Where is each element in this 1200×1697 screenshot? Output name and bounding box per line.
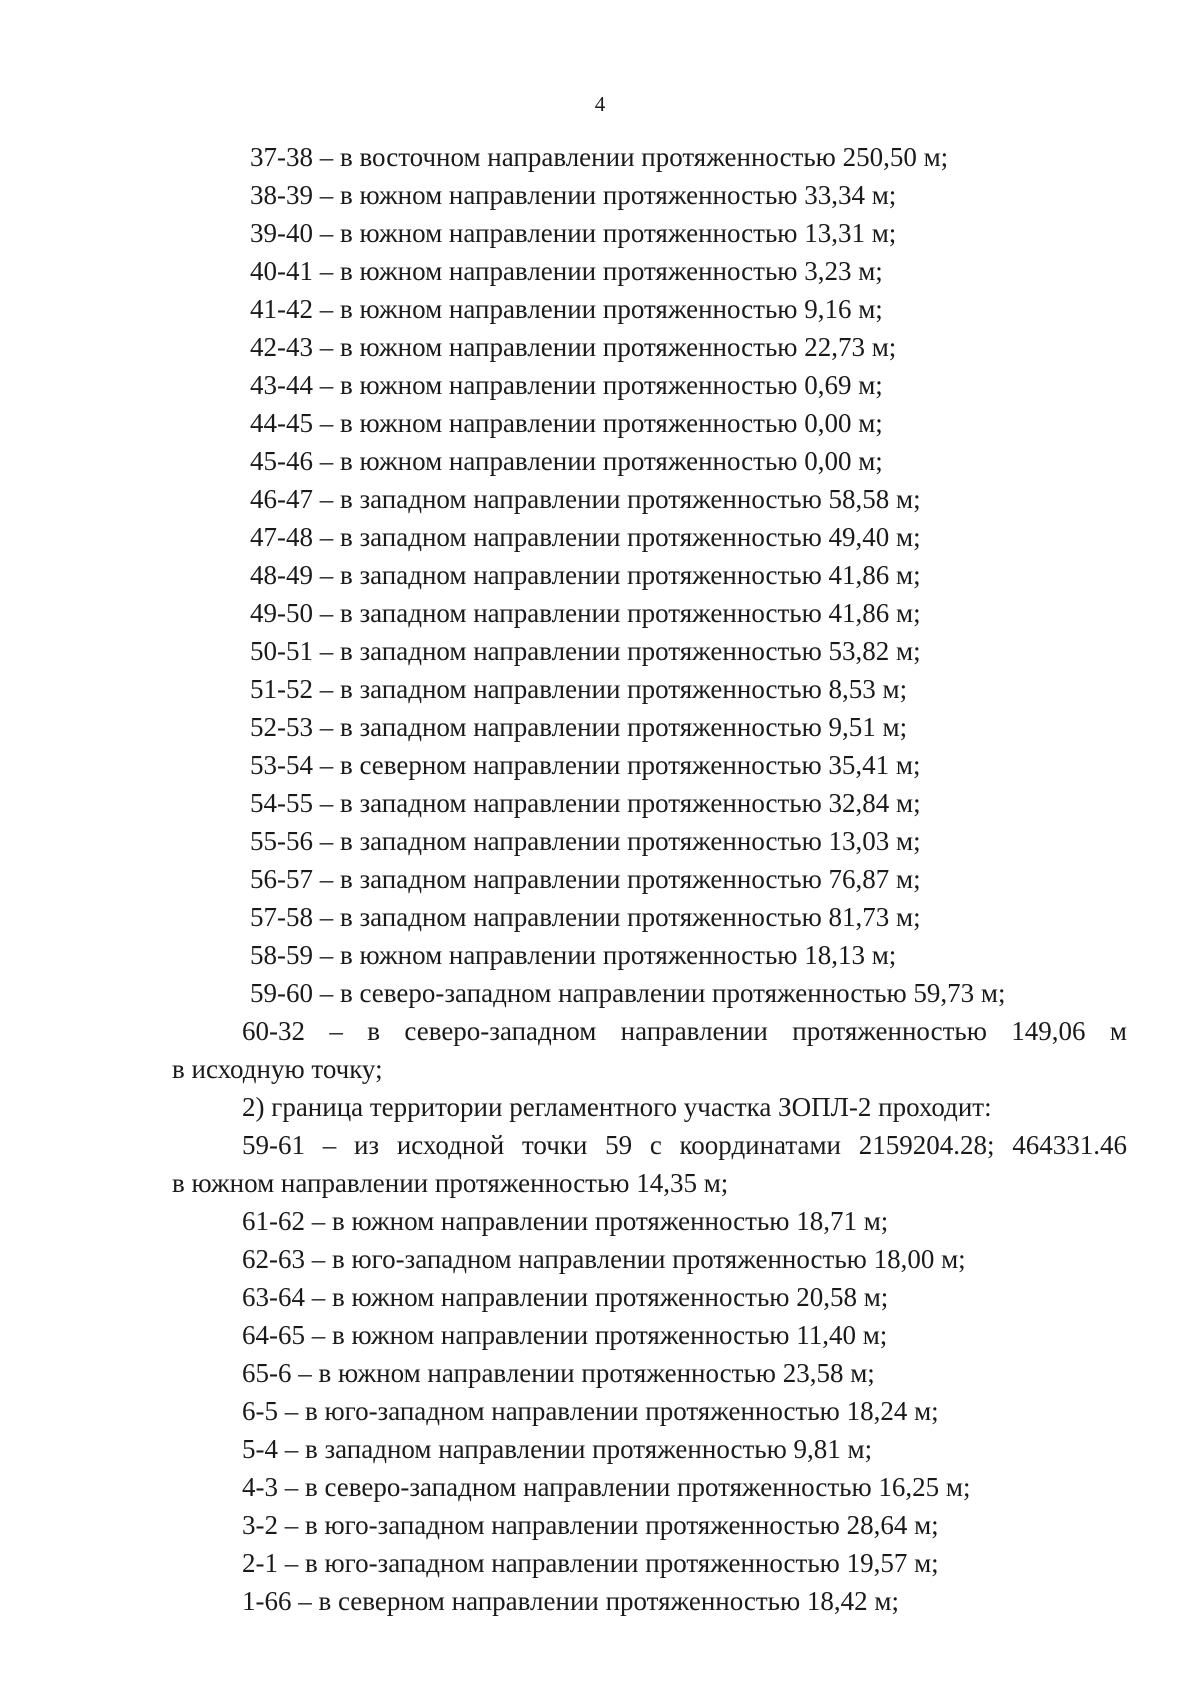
boundary-segment: 46-47 – в западном направлении протяженностью 58,58 м; bbox=[250, 484, 921, 514]
document-body bbox=[172, 138, 1127, 1620]
boundary-segment: 39-40 – в южном направлении протяженностью 13,31 м; bbox=[250, 218, 897, 248]
boundary-segment: 58-59 – в южном направлении протяженностью 18,13 м; bbox=[250, 940, 897, 970]
boundary-segment: 55-56 – в западном направлении протяженностью 13,03 м; bbox=[250, 826, 921, 856]
boundary-segment: 42-43 – в южном направлении протяженностью 22,73 м; bbox=[250, 332, 897, 362]
boundary-segments-list-2 bbox=[172, 1202, 1127, 1620]
boundary-segment: 4-3 – в северо-западном направлении протяженностью 16,25 м; bbox=[242, 1472, 971, 1502]
boundary-segment: 65-6 – в южном направлении протяженностью 23,58 м; bbox=[242, 1358, 875, 1388]
boundary-segment: 44-45 – в южном направлении протяженностью 0,00 м; bbox=[250, 408, 883, 438]
boundary-segment: 38-39 – в южном направлении протяженностью 33,34 м; bbox=[250, 180, 897, 210]
boundary-segment: 5-4 – в западном направлении протяженностью 9,81 м; bbox=[242, 1434, 873, 1464]
boundary-segment-59-61-line2: в южном направлении протяженностью 14,35 м; bbox=[172, 1168, 729, 1198]
boundary-segment: 43-44 – в южном направлении протяженностью 0,69 м; bbox=[250, 370, 883, 400]
boundary-segment: 50-51 – в западном направлении протяженностью 53,82 м; bbox=[250, 636, 921, 666]
boundary-segment: 3-2 – в юго-западном направлении протяженностью 28,64 м; bbox=[242, 1510, 939, 1540]
boundary-segment: 45-46 – в южном направлении протяженностью 0,00 м; bbox=[250, 446, 883, 476]
boundary-segment: 48-49 – в западном направлении протяженностью 41,86 м; bbox=[250, 560, 921, 590]
boundary-segment-59-61-line1: 59-61 – из исходной точки 59 с координатами 2159204.28; 464331.46 bbox=[242, 1130, 1127, 1160]
boundary-segment: 57-58 – в западном направлении протяженностью 81,73 м; bbox=[250, 902, 921, 932]
boundary-segment: 62-63 – в юго-западном направлении протяженностью 18,00 м; bbox=[242, 1244, 966, 1274]
page-number: 4 bbox=[594, 92, 606, 116]
boundary-segment: 59-60 – в северо-западном направлении протяженностью 59,73 м; bbox=[250, 978, 1006, 1008]
boundary-segment: 56-57 – в западном направлении протяженностью 76,87 м; bbox=[250, 864, 921, 894]
boundary-segment: 40-41 – в южном направлении протяженностью 3,23 м; bbox=[250, 256, 883, 286]
boundary-segment: 52-53 – в западном направлении протяженностью 9,51 м; bbox=[250, 712, 908, 742]
boundary-segment: 2-1 – в юго-западном направлении протяженностью 19,57 м; bbox=[242, 1548, 939, 1578]
boundary-segment: 53-54 – в северном направлении протяженностью 35,41 м; bbox=[250, 750, 921, 780]
boundary-segment: 1-66 – в северном направлении протяженностью 18,42 м; bbox=[242, 1586, 900, 1616]
boundary-segment-60-32-line2: в исходную точку; bbox=[172, 1054, 383, 1084]
boundary-segment-60-32-line1: 60-32 – в северо-западном направлении протяженностью 149,06 м bbox=[242, 1016, 1127, 1046]
boundary-segment: 47-48 – в западном направлении протяженностью 49,40 м; bbox=[250, 522, 921, 552]
boundary-segment: 61-62 – в южном направлении протяженностью 18,71 м; bbox=[242, 1206, 889, 1236]
boundary-segment: 51-52 – в западном направлении протяженностью 8,53 м; bbox=[250, 674, 908, 704]
boundary-segments-list-1 bbox=[172, 138, 1127, 1012]
boundary-segment: 6-5 – в юго-западном направлении протяженностью 18,24 м; bbox=[242, 1396, 939, 1426]
boundary-segment: 41-42 – в южном направлении протяженностью 9,16 м; bbox=[250, 294, 883, 324]
boundary-segment: 54-55 – в западном направлении протяженностью 32,84 м; bbox=[250, 788, 921, 818]
boundary-segment: 37-38 – в восточном направлении протяженностью 250,50 м; bbox=[250, 142, 949, 172]
boundary-segment: 64-65 – в южном направлении протяженностью 11,40 м; bbox=[242, 1320, 888, 1350]
boundary-segment: 49-50 – в западном направлении протяженностью 41,86 м; bbox=[250, 598, 921, 628]
boundary-segment: 63-64 – в южном направлении протяженностью 20,58 м; bbox=[242, 1282, 889, 1312]
section-2-heading: 2) граница территории регламентного участка ЗОПЛ-2 проходит: bbox=[242, 1092, 992, 1122]
